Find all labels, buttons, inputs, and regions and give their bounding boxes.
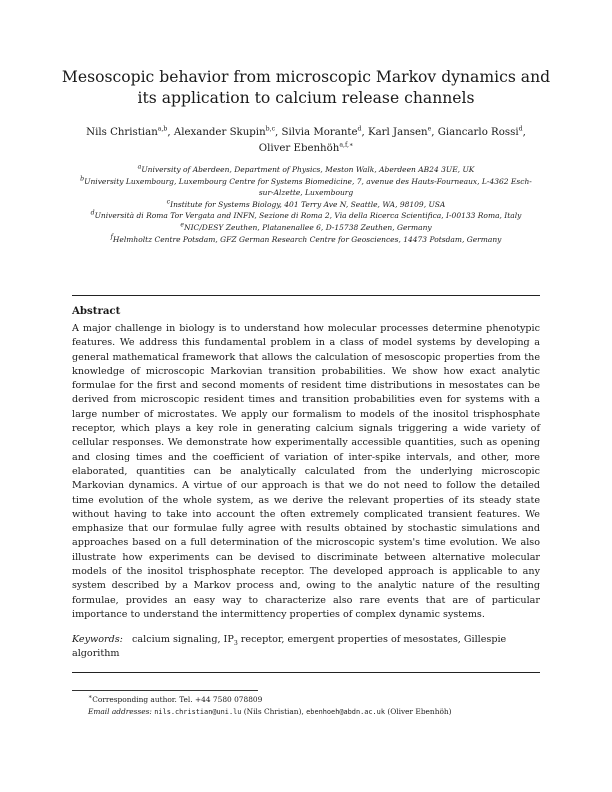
author-name: Nils Christian bbox=[86, 127, 158, 138]
email-owner: (Nils Christian), bbox=[241, 707, 307, 717]
author-separator: , bbox=[522, 127, 526, 138]
affiliation-mark: d bbox=[90, 209, 95, 217]
keywords-text-pre: calcium signaling, IP bbox=[132, 634, 234, 645]
author bbox=[174, 127, 282, 138]
author-affil-marks: e bbox=[427, 125, 432, 133]
affiliation-mark: f bbox=[110, 233, 113, 241]
corresponding-author-text: Corresponding author. Tel. +44 7580 078809 bbox=[92, 695, 263, 704]
keywords bbox=[72, 633, 540, 661]
author bbox=[259, 143, 353, 154]
corresponding-author-note bbox=[88, 694, 544, 706]
affiliation bbox=[75, 210, 537, 222]
affiliation-mark: e bbox=[180, 221, 185, 229]
email-note bbox=[88, 706, 544, 718]
affiliation-mark: c bbox=[166, 198, 171, 206]
footnote-rule bbox=[72, 690, 258, 691]
affiliation-text: NIC/DESY Zeuthen, Platanenallee 6, D-15738 Zeuthen, Germany bbox=[184, 222, 432, 232]
author-name: Karl Jansen bbox=[368, 127, 428, 138]
affiliation bbox=[75, 222, 537, 234]
affiliation-list bbox=[75, 164, 537, 245]
author-affil-marks: b,c bbox=[265, 125, 276, 133]
affiliation bbox=[75, 176, 537, 199]
affiliation bbox=[75, 199, 537, 211]
affiliation bbox=[75, 164, 537, 176]
author bbox=[438, 127, 526, 138]
author-affil-marks: d bbox=[357, 125, 362, 133]
author-affil-marks: a,f,∗ bbox=[339, 141, 354, 149]
email-label: Email addresses: bbox=[88, 707, 152, 717]
affiliation-mark: b bbox=[80, 175, 85, 183]
author-separator: , bbox=[167, 127, 174, 138]
keywords-label: Keywords: bbox=[72, 634, 123, 645]
author-affil-marks: a,b bbox=[157, 125, 168, 133]
author-name: Giancarlo Rossi bbox=[437, 127, 519, 138]
footnote-mark: ∗ bbox=[88, 693, 93, 701]
affiliation-text: University Luxembourg, Luxembourg Centre for Systems Biomedicine, 7, avenue des Hauts-Fourneaux, L-4362 Esch-sur-Alzette, Luxembourg bbox=[84, 176, 532, 198]
affiliation-mark: a bbox=[137, 163, 142, 171]
author bbox=[368, 127, 438, 138]
author-separator: , bbox=[431, 127, 438, 138]
email-link[interactable]: nils.christian@uni.lu bbox=[154, 708, 242, 717]
affiliation-text: Helmholtz Centre Potsdam, GFZ German Research Centre for Geosciences, 14473 Potsdam, Germany bbox=[112, 234, 502, 244]
author-name: Oliver Ebenhöh bbox=[258, 143, 340, 154]
author-separator: , bbox=[361, 127, 368, 138]
abstract-body: A major challenge in biology is to understand how molecular processes determine phenotypic features. We address this fundamental problem in a class of model systems by developing a general mathematical framework that allows the calculation of mesoscopic properties from the knowledge of microscopic Markovian transition probabilities. We show how exact analytic formulae for the first and second moments of resident time distributions in mesostates can be derived from microscopic resident times and transition probabilities even for systems with a large number of microstates. We apply our formalism to models of the inositol trisphosphate receptor, which plays a key role in generating calcium signals triggering a wide variety of cellular responses. We demonstrate how experimentally accessible quantities, such as opening and closing times and the coefficient of variation of inter-spike intervals, and other, more elaborated, quantities can be analytically calculated from the underlying microscopic Markovian dynamics. A virtue of our approach is that we do not need to follow the detailed time evolution of the whole system, as we derive the relevant properties of its steady state without having to take into account the often extremely complicated transient features. We emphasize that our formulae fully agree with results obtained by stochastic simulations and approaches based on a full determination of the microscopic system's time evolution. We also illustrate how experiments can be devised to discriminate between alternative molecular models of the inositol trisphosphate receptor. The developed approach is applicable to any system described by a Markov process and, owing to the analytic nature of the resulting formulae, provides an easy way to characterize also rare events that are of particular importance to understand the intermittency properties of complex dynamic systems. bbox=[72, 323, 540, 620]
affiliation-text: University of Aberdeen, Department of Physics, Meston Walk, Aberdeen AB24 3UE, UK bbox=[141, 165, 475, 174]
author-list bbox=[60, 125, 552, 157]
keywords-subscript: 3 bbox=[233, 639, 238, 647]
abstract-heading: Abstract bbox=[72, 305, 121, 317]
author-separator: , bbox=[275, 127, 282, 138]
author-affil-marks: d bbox=[518, 125, 523, 133]
author bbox=[86, 127, 174, 138]
affiliation bbox=[75, 234, 537, 246]
author-name: Silvia Morante bbox=[281, 127, 358, 138]
author-name: Alexander Skupin bbox=[173, 127, 266, 138]
affiliation-text: Università di Roma Tor Vergata and INFN, Sezione di Roma 2, Via della Ricerca Scientifica, I-00133 Roma, Italy bbox=[94, 211, 522, 221]
affiliation-text: Institute for Systems Biology, 401 Terry Ave N, Seattle, WA, 98109, USA bbox=[170, 199, 446, 209]
keywords-text-post: receptor, emergent properties of mesostates, Gillespie algorithm bbox=[72, 634, 507, 660]
paper-title: Mesoscopic behavior from microscopic Markov dynamics and its application to calcium release channels bbox=[61, 68, 551, 107]
abstract-top-rule bbox=[72, 295, 540, 296]
author bbox=[282, 127, 368, 138]
email-owner: (Oliver Ebenhöh) bbox=[384, 707, 452, 717]
email-link[interactable]: ebenhoeh@abdn.ac.uk bbox=[306, 708, 385, 717]
abstract-bottom-rule bbox=[72, 672, 540, 673]
footnotes bbox=[88, 694, 544, 718]
